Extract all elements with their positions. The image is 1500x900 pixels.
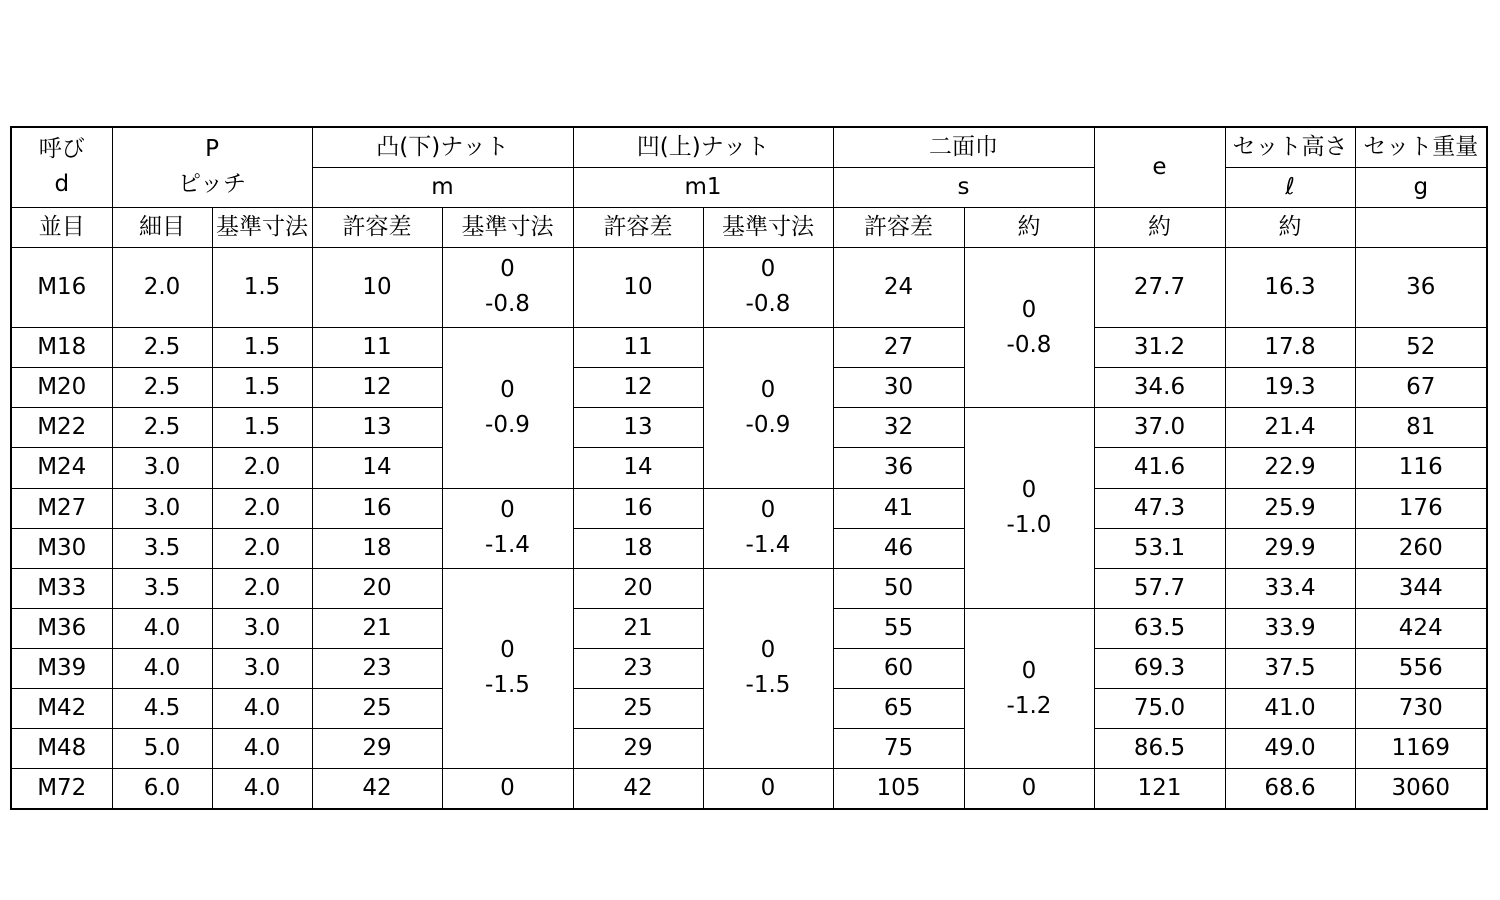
cell-l: 16.3 (1225, 247, 1355, 327)
cell-m1: 16 (573, 488, 703, 528)
cell-s: 105 (833, 769, 964, 809)
header-concave-symbol: m1 (573, 167, 833, 207)
cell-l: 41.0 (1225, 689, 1355, 729)
tolerance-s: 0 -1.2 (964, 608, 1094, 768)
cell-coarse: 3.0 (112, 448, 212, 488)
cell-g: 67 (1355, 368, 1487, 408)
cell-coarse: 3.5 (112, 528, 212, 568)
cell-d: M36 (11, 608, 112, 648)
header-pitch-fine: 細目 (112, 207, 212, 247)
cell-m1: 23 (573, 648, 703, 688)
cell-coarse: 2.5 (112, 408, 212, 448)
cell-fine: 3.0 (212, 608, 312, 648)
cell-g: 176 (1355, 488, 1487, 528)
cell-d: M72 (11, 769, 112, 809)
cell-g: 730 (1355, 689, 1487, 729)
cell-l: 22.9 (1225, 448, 1355, 488)
cell-d: M39 (11, 648, 112, 688)
cell-e: 57.7 (1094, 568, 1225, 608)
cell-m: 16 (312, 488, 442, 528)
cell-e: 47.3 (1094, 488, 1225, 528)
cell-fine: 4.0 (212, 689, 312, 729)
cell-g: 52 (1355, 328, 1487, 368)
cell-s: 55 (833, 608, 964, 648)
header-s-tolerance: 許容差 (833, 207, 964, 247)
tolerance-m: 0 -0.9 (442, 328, 573, 488)
cell-m: 10 (312, 247, 442, 327)
header-set-height-symbol: ℓ (1225, 167, 1355, 207)
table-row (11, 488, 1487, 528)
cell-l: 49.0 (1225, 729, 1355, 769)
cell-g: 344 (1355, 568, 1487, 608)
cell-m: 25 (312, 689, 442, 729)
tolerance-m1: 0 (703, 769, 833, 809)
cell-m1: 42 (573, 769, 703, 809)
tolerance-s: 0 (964, 769, 1094, 809)
cell-s: 32 (833, 408, 964, 448)
cell-e: 53.1 (1094, 528, 1225, 568)
cell-coarse: 4.0 (112, 608, 212, 648)
cell-g: 556 (1355, 648, 1487, 688)
tolerance-m: 0 -1.5 (442, 568, 573, 769)
cell-m: 42 (312, 769, 442, 809)
cell-fine: 1.5 (212, 368, 312, 408)
cell-s: 75 (833, 729, 964, 769)
cell-s: 60 (833, 648, 964, 688)
cell-m1: 11 (573, 328, 703, 368)
header-convex-nut: 凸(下)ナット (312, 127, 573, 167)
cell-fine: 2.0 (212, 568, 312, 608)
tolerance-m1: 0 -1.4 (703, 488, 833, 568)
cell-g: 116 (1355, 448, 1487, 488)
cell-l: 19.3 (1225, 368, 1355, 408)
cell-e: 75.0 (1094, 689, 1225, 729)
cell-s: 46 (833, 528, 964, 568)
cell-g: 81 (1355, 408, 1487, 448)
cell-d: M42 (11, 689, 112, 729)
header-convex-symbol: m (312, 167, 573, 207)
tolerance-m1: 0 -0.8 (703, 247, 833, 327)
table-row (11, 769, 1487, 809)
cell-l: 25.9 (1225, 488, 1355, 528)
header-pitch-coarse: 並目 (11, 207, 112, 247)
header-g-approx: 約 (1225, 207, 1355, 247)
cell-s: 27 (833, 328, 964, 368)
cell-e: 41.6 (1094, 448, 1225, 488)
header-set-weight-symbol: g (1355, 167, 1487, 207)
cell-d: M30 (11, 528, 112, 568)
cell-fine: 1.5 (212, 247, 312, 327)
cell-m: 21 (312, 608, 442, 648)
cell-e: 31.2 (1094, 328, 1225, 368)
cell-d: M22 (11, 408, 112, 448)
cell-e: 86.5 (1094, 729, 1225, 769)
cell-fine: 3.0 (212, 648, 312, 688)
cell-g: 3060 (1355, 769, 1487, 809)
cell-fine: 2.0 (212, 448, 312, 488)
cell-e: 63.5 (1094, 608, 1225, 648)
cell-fine: 4.0 (212, 729, 312, 769)
header-nominal: 呼び d (11, 127, 112, 207)
tolerance-s: 0 -1.0 (964, 408, 1094, 609)
cell-m1: 12 (573, 368, 703, 408)
cell-m1: 14 (573, 448, 703, 488)
cell-m: 13 (312, 408, 442, 448)
cell-d: M24 (11, 448, 112, 488)
cell-s: 24 (833, 247, 964, 327)
cell-fine: 4.0 (212, 769, 312, 809)
cell-d: M16 (11, 247, 112, 327)
table-row (11, 568, 1487, 608)
tolerance-m1: 0 -0.9 (703, 328, 833, 488)
tolerance-s: 0 -0.8 (964, 247, 1094, 407)
cell-m1: 21 (573, 608, 703, 648)
header-m-tolerance: 許容差 (312, 207, 442, 247)
cell-g: 424 (1355, 608, 1487, 648)
header-e: e (1094, 127, 1225, 207)
header-across-flats-symbol: s (833, 167, 1094, 207)
cell-coarse: 5.0 (112, 729, 212, 769)
cell-fine: 1.5 (212, 328, 312, 368)
cell-l: 37.5 (1225, 648, 1355, 688)
cell-m1: 18 (573, 528, 703, 568)
header-m1-basic: 基準寸法 (442, 207, 573, 247)
cell-m1: 10 (573, 247, 703, 327)
cell-l: 33.9 (1225, 608, 1355, 648)
cell-m1: 13 (573, 408, 703, 448)
cell-coarse: 3.5 (112, 568, 212, 608)
cell-coarse: 6.0 (112, 769, 212, 809)
cell-m: 23 (312, 648, 442, 688)
cell-m1: 20 (573, 568, 703, 608)
cell-d: M33 (11, 568, 112, 608)
header-m-basic: 基準寸法 (212, 207, 312, 247)
cell-d: M27 (11, 488, 112, 528)
cell-e: 121 (1094, 769, 1225, 809)
cell-m: 29 (312, 729, 442, 769)
cell-m: 14 (312, 448, 442, 488)
cell-coarse: 3.0 (112, 488, 212, 528)
cell-e: 27.7 (1094, 247, 1225, 327)
cell-d: M20 (11, 368, 112, 408)
tolerance-m1: 0 -1.5 (703, 568, 833, 769)
header-s-basic: 基準寸法 (703, 207, 833, 247)
cell-fine: 1.5 (212, 408, 312, 448)
cell-g: 260 (1355, 528, 1487, 568)
cell-coarse: 2.5 (112, 368, 212, 408)
cell-e: 37.0 (1094, 408, 1225, 448)
cell-l: 29.9 (1225, 528, 1355, 568)
cell-m: 11 (312, 328, 442, 368)
cell-coarse: 2.5 (112, 328, 212, 368)
cell-l: 33.4 (1225, 568, 1355, 608)
cell-coarse: 2.0 (112, 247, 212, 327)
cell-m1: 29 (573, 729, 703, 769)
cell-s: 65 (833, 689, 964, 729)
cell-d: M48 (11, 729, 112, 769)
header-set-weight: セット重量 (1355, 127, 1487, 167)
table-row (11, 328, 1487, 368)
tolerance-m: 0 -0.8 (442, 247, 573, 327)
header-set-height: セット高さ (1225, 127, 1355, 167)
cell-l: 21.4 (1225, 408, 1355, 448)
table-row (11, 247, 1487, 327)
cell-s: 41 (833, 488, 964, 528)
cell-g: 1169 (1355, 729, 1487, 769)
cell-fine: 2.0 (212, 528, 312, 568)
cell-g: 36 (1355, 247, 1487, 327)
cell-l: 68.6 (1225, 769, 1355, 809)
cell-e: 34.6 (1094, 368, 1225, 408)
tolerance-m: 0 -1.4 (442, 488, 573, 568)
cell-m: 18 (312, 528, 442, 568)
tolerance-m: 0 (442, 769, 573, 809)
cell-m: 20 (312, 568, 442, 608)
header-m1-tolerance: 許容差 (573, 207, 703, 247)
header-concave-nut: 凹(上)ナット (573, 127, 833, 167)
cell-l: 17.8 (1225, 328, 1355, 368)
header-pitch: P ピッチ (112, 127, 312, 207)
cell-s: 50 (833, 568, 964, 608)
cell-s: 36 (833, 448, 964, 488)
cell-m: 12 (312, 368, 442, 408)
header-l-approx: 約 (1094, 207, 1225, 247)
cell-s: 30 (833, 368, 964, 408)
header-across-flats: 二面巾 (833, 127, 1094, 167)
cell-d: M18 (11, 328, 112, 368)
cell-fine: 2.0 (212, 488, 312, 528)
cell-coarse: 4.5 (112, 689, 212, 729)
nut-spec-table (10, 126, 1488, 810)
cell-coarse: 4.0 (112, 648, 212, 688)
cell-e: 69.3 (1094, 648, 1225, 688)
header-e-approx: 約 (964, 207, 1094, 247)
cell-m1: 25 (573, 689, 703, 729)
